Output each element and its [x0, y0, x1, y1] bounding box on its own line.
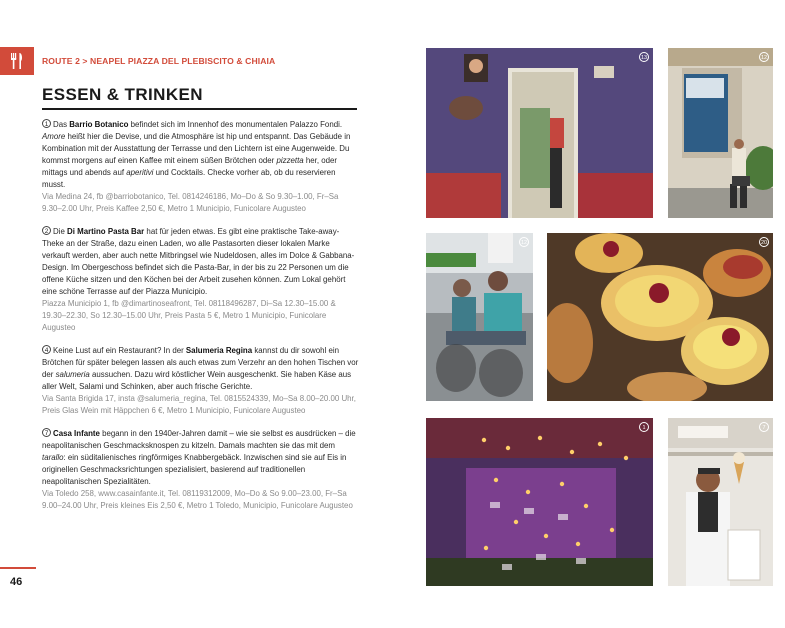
venue-name: Salumeria Regina — [185, 346, 253, 355]
entry-meta: Via Medina 24, fb @barriobotanico, Tel. 0814246186, Mo–Do & So 9.30–1.00, Fr–Sa 9.30–2.00 Uhr, Preis Kaffee 2,50 €, Metro 1 Municipio, Funicolare Augusteo — [42, 192, 339, 213]
entry-meta: Piazza Municipio 1, fb @dimartinoseafront, Tel. 08118496287, Di–Sa 12.30–15.00 & 19.30–22.30, So 12.30–15.00 Uhr, Preis Pasta 5 €, Metro 1 Municipio, Funicolare Augusteo — [42, 299, 336, 332]
venue-name: Casa Infante — [53, 429, 100, 438]
photo-couple-cafe — [426, 233, 533, 401]
photo-number-badge: 1 — [639, 422, 649, 432]
fork-knife-icon — [9, 52, 25, 70]
photo-pastries — [547, 233, 773, 401]
photo-bar-interior — [426, 48, 653, 218]
photo-number-badge: 13 — [639, 52, 649, 62]
entry-text: 7 Casa Infante begann in den 1940er-Jahren damit – wie sie selbst es ausdrücken – die neapolitanischen Geschmacksknospen zu kitzeln. Damals machten sie das mit dem tarallo: ein süditalienisches ringförmiges Knabbergebäck. Inzwischen sind sie auf Eis in originellen Geschmacksrichtungen spezialisiert, basierend auf traditionellen neapolitanischen Spezialitäten. — [42, 429, 356, 486]
route-tab — [0, 47, 34, 75]
photo-courtyard-night — [426, 418, 653, 586]
entry-meta: Via Toledo 258, www.casainfante.it, Tel. 08119312009, Mo–Do & So 9.00–23.00, Fr–Sa 9.00–24.00 Uhr, Preis kleines Eis 2,50 €, Metro 1 Toledo, Municipio, Funicolare Augusteo — [42, 489, 353, 510]
entry-number: 4 — [42, 345, 51, 354]
photo-waiter-street — [668, 48, 773, 218]
route-label: ROUTE 2 > NEAPEL PIAZZA DEL PLEBISCITO & CHIAIA — [42, 56, 276, 66]
entry-meta: Via Santa Brigida 17, insta @salumeria_regina, Tel. 0815524339, Mo–Sa 8.00–20.00 Uhr, Preis Glas Wein mit Häppchen 6 €, Metro 1 Municipio, Funicolare Augusteo — [42, 394, 356, 415]
page-number: 46 — [10, 576, 23, 588]
entry-number: 7 — [42, 428, 51, 437]
venue-name: Barrio Botanico — [69, 120, 129, 129]
entry-salumeria-regina — [42, 345, 359, 417]
entry-number: 2 — [42, 226, 51, 235]
venue-name: Di Martino Pasta Bar — [67, 227, 145, 236]
entry-barrio-botanico — [42, 119, 359, 215]
entry-casa-infante — [42, 428, 359, 512]
entries-list — [42, 119, 359, 523]
entry-number: 1 — [42, 119, 51, 128]
photo-ice-cream — [668, 418, 773, 586]
title-divider — [42, 108, 357, 110]
photo-number-badge: 20 — [759, 237, 769, 247]
entry-di-martino — [42, 226, 359, 334]
photo-number-badge: 12 — [759, 52, 769, 62]
page-title: ESSEN & TRINKEN — [42, 85, 203, 104]
photo-number-badge: 7 — [759, 422, 769, 432]
entry-text: 4 Keine Lust auf ein Restaurant? In der Salumeria Regina kannst du dir sowohl ein Brötchen für später belegen lassen als auch etwas zum Verzehr an den hohen Tischen vor der salumeria aussuchen. Dazu wird köstlicher Wein ausgeschenkt. Sie haben Käse aus aller Welt, Salami und Schinken, aber auch frische Gerichte. — [42, 346, 359, 391]
entry-text: 1 Das Barrio Botanico befindet sich im Innenhof des monumentalen Palazzo Fondi. Amore heißt hier die Devise, und die Atmosphäre ist hip und entspannt. Das Gebäude in Kombination mit der Ausstattung der Terrasse und den Lichtern ist eine Augenweide. Du kommst morgens auf einen Kaffee mit einem süßen Brötchen oder pizzetta her, oder mittags und abends auf aperitivi und Cocktails. Checke vorher ab, ob du reservieren musst. — [42, 120, 351, 189]
page-number-rule — [0, 567, 36, 569]
photo-number-badge: 12 — [519, 237, 529, 247]
entry-text: 2 Die Di Martino Pasta Bar hat für jeden etwas. Es gibt eine praktische Take-away-Theke an der Straße, dazu einen Laden, wo alle Pastasorten dieser lokalen Marke verkauft werden, aber auch nette Mitbringsel wie Nudeldosen, alles im Dolce & Gabbana-Design. Im Obergeschoss befindet sich die Pasta-Bar, in der bis zu 22 Personen um die offene Küche sitzen und den Köchen bei der Arbeit zusehen können. Zum Lokal gehört eine schöne Terrasse auf der Piazza Municipio. — [42, 227, 355, 296]
